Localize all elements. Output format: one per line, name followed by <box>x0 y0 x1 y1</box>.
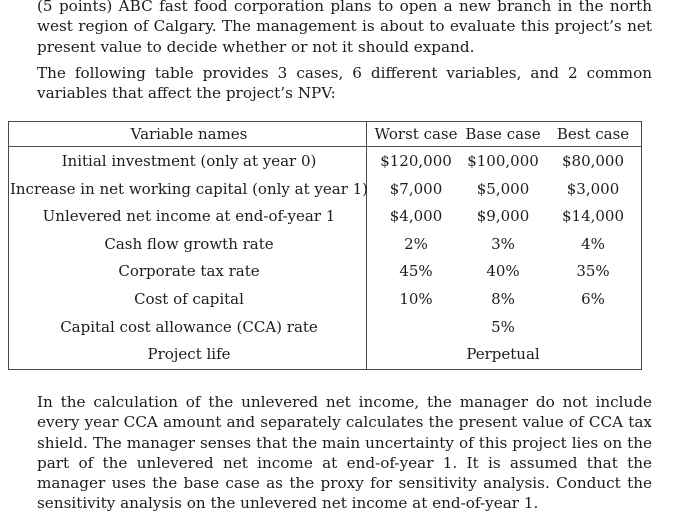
base-case-value: 3% <box>491 235 515 253</box>
common-value: 5% <box>491 318 515 336</box>
worst-case-value: $4,000 <box>389 207 443 225</box>
row-label: Cost of capital <box>134 290 244 308</box>
best-case-value: $14,000 <box>561 207 625 225</box>
base-case-value: $5,000 <box>476 180 530 198</box>
row-label: Project life <box>147 345 231 363</box>
worst-case-value: $120,000 <box>380 152 452 170</box>
base-case-value: $100,000 <box>467 152 539 170</box>
row-label: Increase in net working capital (only at year 1) <box>9 180 369 198</box>
best-case-value: 35% <box>576 262 610 280</box>
header-variable-names: Variable names <box>130 125 248 143</box>
common-value: Perpetual <box>466 345 540 363</box>
header-best-case: Best case <box>556 125 630 143</box>
worst-case-value: 45% <box>399 262 433 280</box>
worst-case-value: $7,000 <box>389 180 443 198</box>
best-case-value: $80,000 <box>561 152 625 170</box>
worst-case-value: 2% <box>404 235 428 253</box>
case-variables-table <box>8 121 642 370</box>
best-case-value: 6% <box>581 290 605 308</box>
intro-paragraph: (5 points) ABC fast food corporation plans to open a new branch in the north west region of Calgary. The management is about to evaluate this project’s net present value to decide whether or not it should expand. <box>37 0 652 56</box>
base-case-value: $9,000 <box>476 207 530 225</box>
row-label: Initial investment (only at year 0) <box>61 152 317 170</box>
table-intro-paragraph: The following table provides 3 cases, 6 different variables, and 2 common variables that affect the project’s NPV: <box>37 64 652 103</box>
row-label: Corporate tax rate <box>118 262 260 280</box>
header-base-case: Base case <box>465 125 541 143</box>
row-label: Cash flow growth rate <box>104 235 274 253</box>
best-case-value: 4% <box>581 235 605 253</box>
base-case-value: 8% <box>491 290 515 308</box>
base-case-value: 40% <box>486 262 520 280</box>
row-label: Capital cost allowance (CCA) rate <box>60 318 318 336</box>
worst-case-value: 10% <box>399 290 433 308</box>
closing-paragraph: In the calculation of the unlevered net income, the manager do not include every year CCA amount and separately calculates the present value of CCA tax shield. The manager senses that the main uncertainty of this project lies on the part of the unlevered net income at end-of-year 1. It is assumed that the manager uses the base case as the proxy for sensitivity analysis. Conduct the sensitivity analysis on the unlevered net income at end-of-year 1. <box>37 393 652 513</box>
header-rule <box>9 146 641 147</box>
column-divider <box>366 122 367 369</box>
header-worst-case: Worst case <box>374 125 458 143</box>
best-case-value: $3,000 <box>566 180 620 198</box>
row-label: Unlevered net income at end-of-year 1 <box>42 207 336 225</box>
